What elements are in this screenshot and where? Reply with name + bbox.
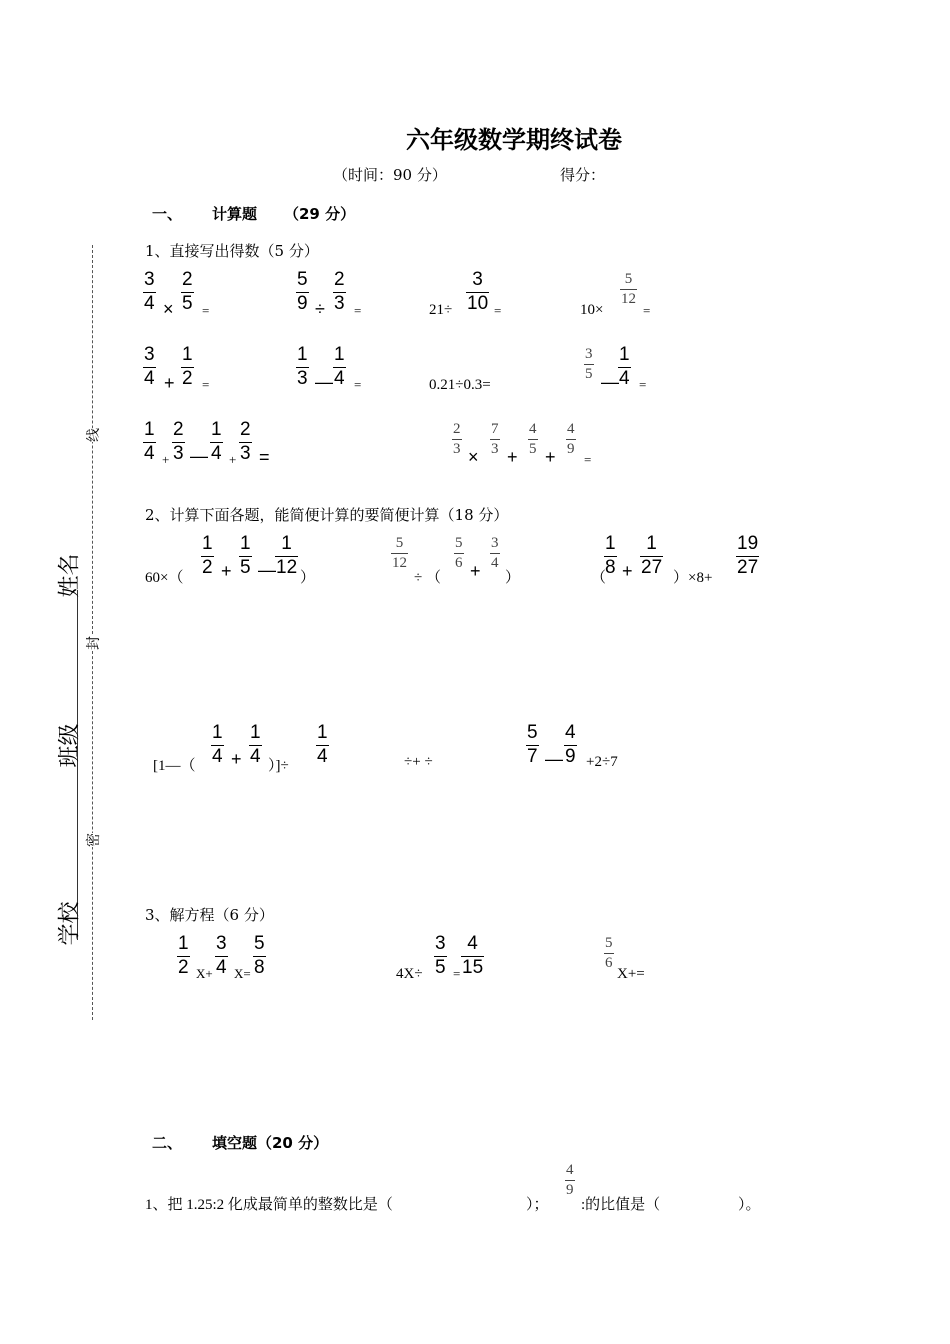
section1-title: 计算题 bbox=[212, 205, 258, 223]
page-title: 六年级数学期终试卷 bbox=[406, 126, 622, 154]
section2-number: 二、 bbox=[152, 1134, 183, 1152]
q2-item-e: ÷+ ÷ bbox=[404, 754, 433, 770]
margin-name-label: 姓名 bbox=[57, 553, 83, 598]
seal-mi: 密 bbox=[83, 833, 103, 847]
margin-school-label: 学校 bbox=[57, 901, 83, 946]
q1-item-g: 0.21÷0.3= bbox=[429, 377, 491, 393]
margin-class-label: 班级 bbox=[57, 723, 83, 768]
question3-heading: 3、解方程（6 分） bbox=[145, 906, 274, 924]
seal-xian: 线 bbox=[83, 428, 103, 442]
binding-dashed-line bbox=[92, 245, 93, 1020]
seal-feng: 封 bbox=[83, 636, 103, 650]
section1-points: （29 分） bbox=[284, 205, 356, 223]
time-limit: （时间：90 分） bbox=[333, 166, 447, 184]
section2-title: 填空题（20 分） bbox=[212, 1134, 329, 1152]
question1-heading: 1、直接写出得数（5 分） bbox=[145, 242, 319, 260]
score-label: 得分： bbox=[560, 166, 606, 184]
section1-number: 一、 bbox=[152, 205, 183, 223]
question2-heading: 2、计算下面各题，能简便计算的要简便计算（18 分） bbox=[145, 506, 509, 524]
